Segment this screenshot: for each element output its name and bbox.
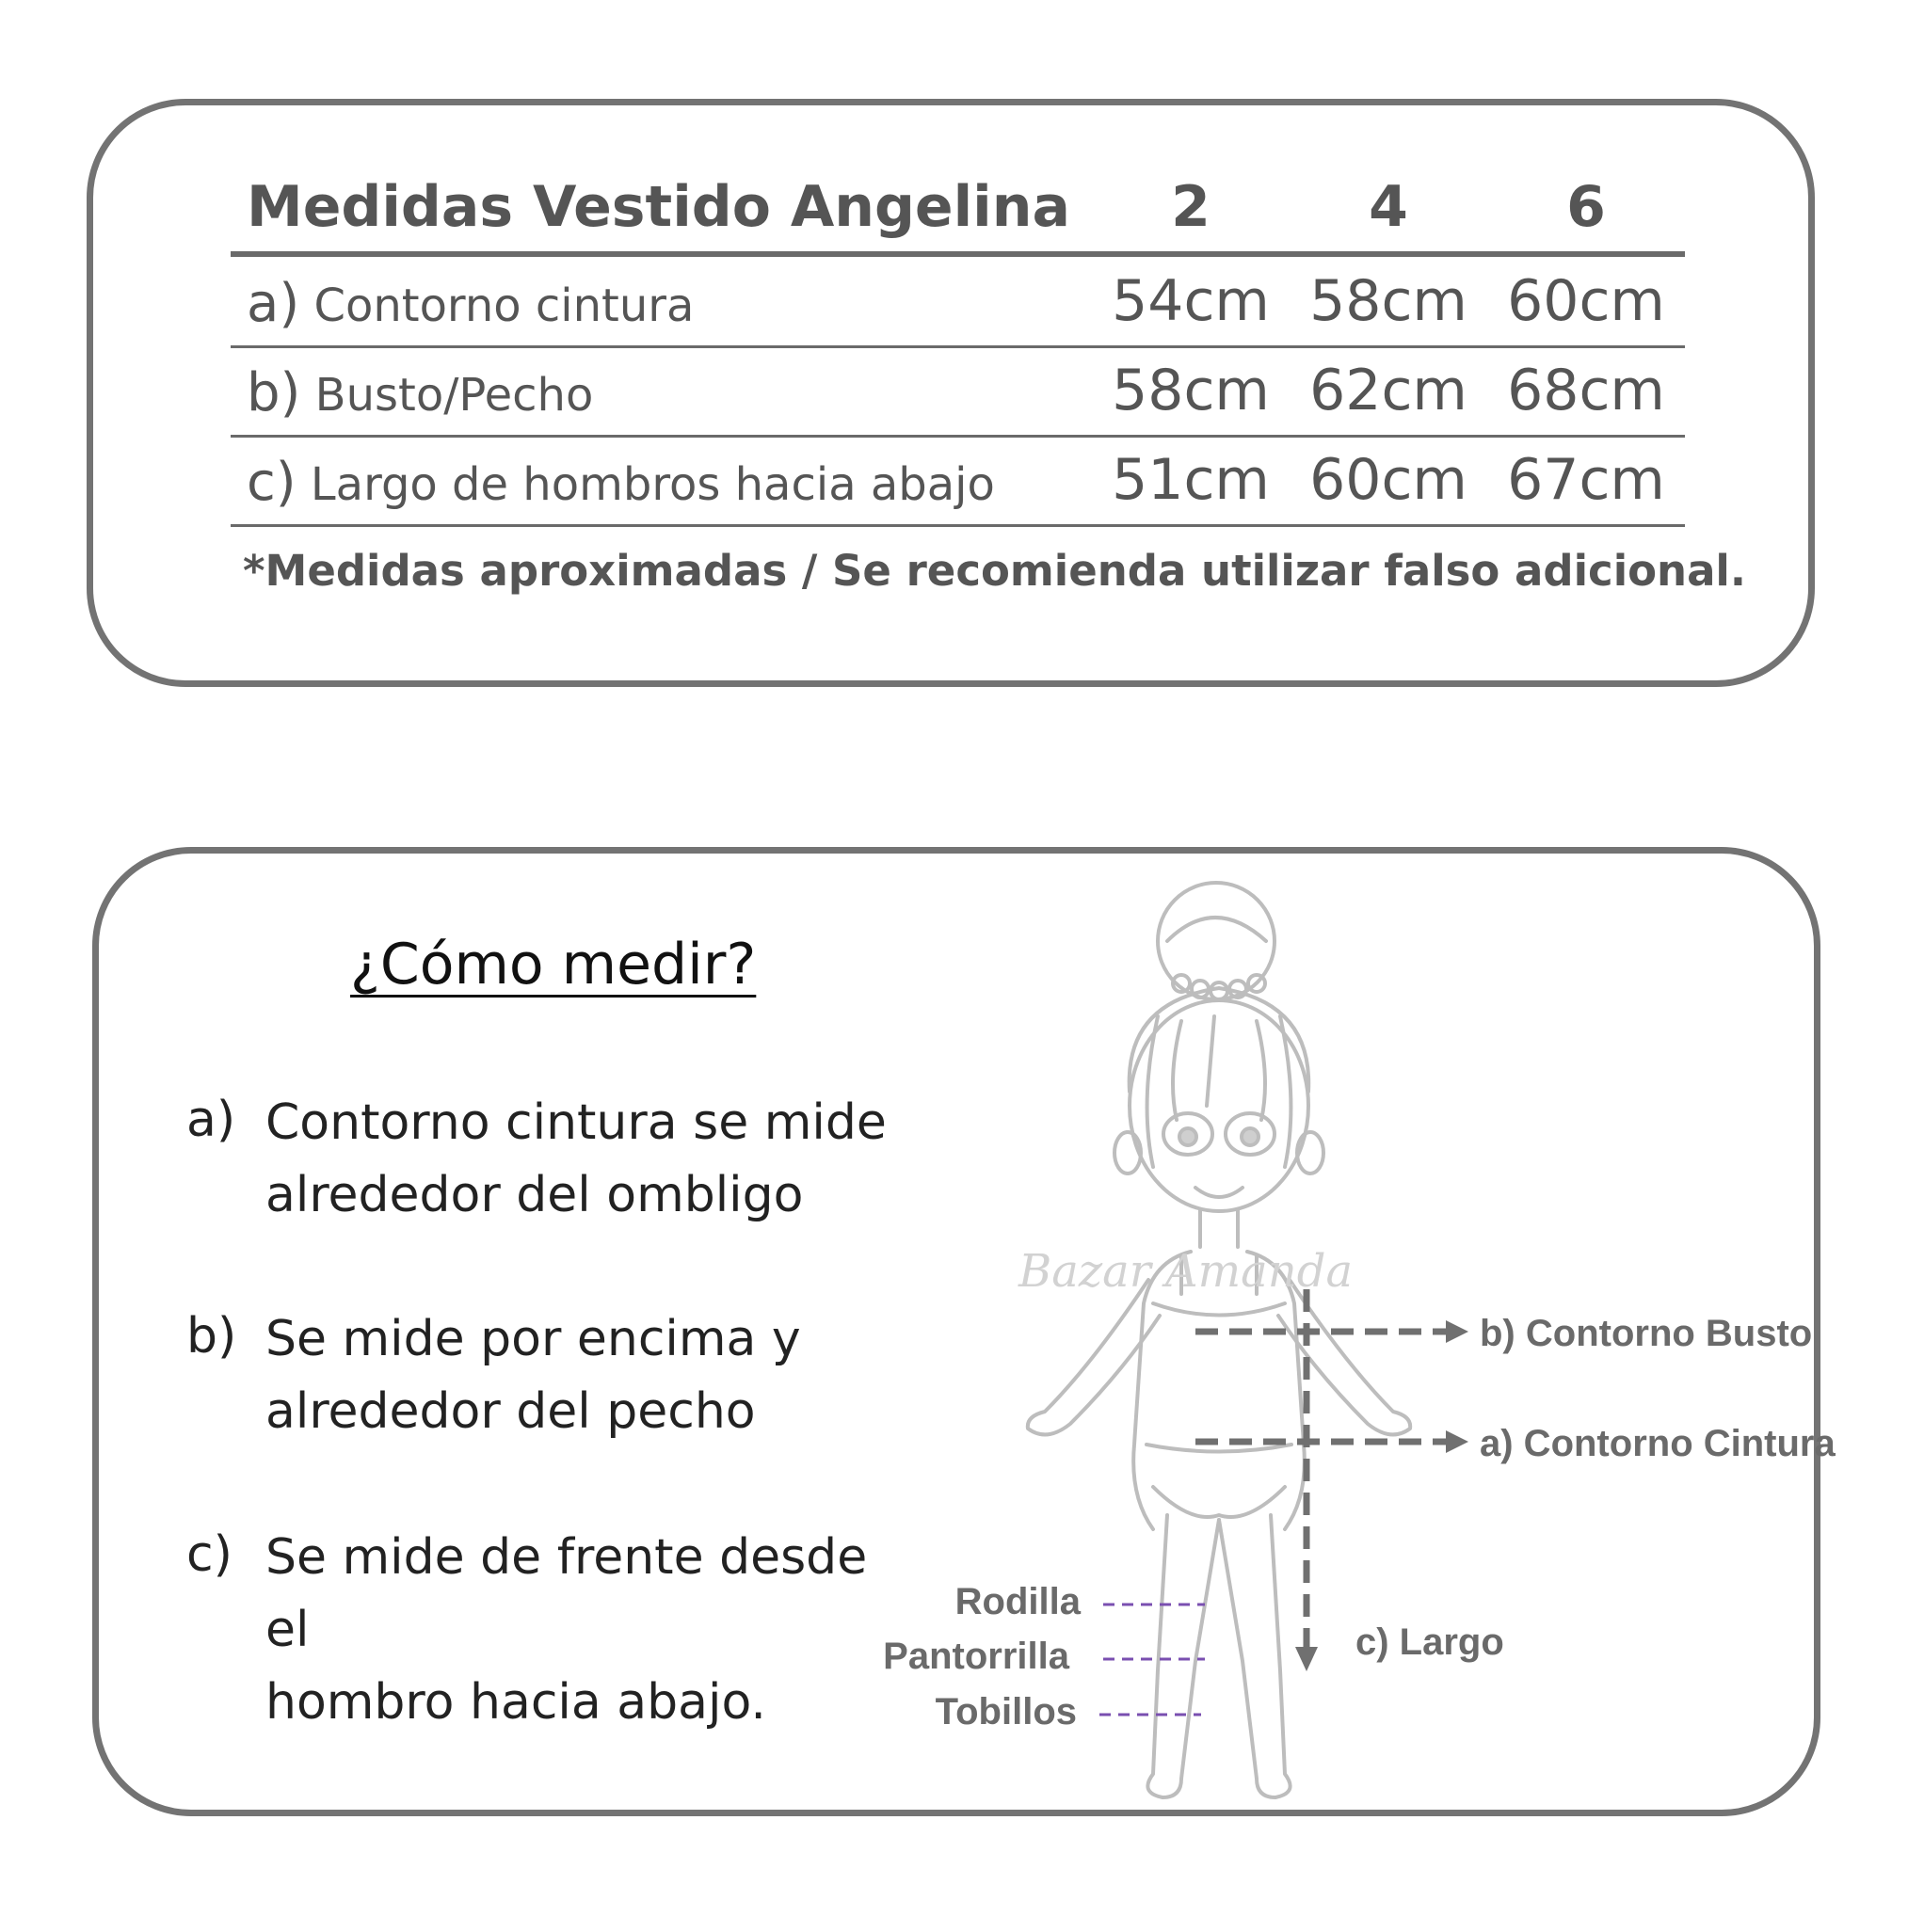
row-label-text: Busto/Pecho [314,369,594,422]
table-cell: 54cm [1112,268,1270,334]
instruction-line: alrededor del ombligo [265,1167,804,1223]
size-header-2: 2 [1171,174,1211,240]
girl-measurement-illustration [883,875,1836,1807]
measurement-guides [1195,1289,1450,1647]
table-cell: 58cm [1309,268,1467,334]
row-label-text: Contorno cintura [313,279,695,332]
table-cell: 51cm [1112,447,1270,513]
instruction-a [265,1087,924,1232]
leg-height-guides [1099,1605,1205,1715]
instruction-b [265,1303,924,1448]
table-row-label-c [247,452,995,513]
table-title: Medidas Vestido Angelina [247,174,1070,240]
watermark: Bazar Amanda [1018,1245,1354,1298]
label-tobillos: Tobillos [935,1691,1077,1732]
table-cell: 68cm [1507,358,1665,423]
instruction-line: Se mide por encima y [265,1311,801,1367]
arrow-down-icon [1295,1647,1318,1671]
instruction-letter-a: a) [186,1092,236,1148]
label-busto: b) Contorno Busto [1480,1313,1813,1354]
row-letter: a) [247,273,300,334]
table-cell: 67cm [1507,447,1665,513]
row-letter: c) [247,452,297,513]
table-footnote: *Medidas aproximadas / Se recomienda utilizar falso adicional. [243,546,1746,596]
instruction-line: alrededor del pecho [265,1383,756,1440]
instruction-c [265,1522,924,1739]
label-cintura: a) Contorno Cintura [1480,1423,1836,1464]
table-cell: 58cm [1112,358,1270,423]
instruction-letter-b: b) [186,1308,237,1365]
girl-outline [1028,883,1410,1797]
table-cell: 60cm [1507,268,1665,334]
size-header-6: 6 [1566,174,1606,240]
table-cell: 60cm [1309,447,1467,513]
arrow-right-icon [1446,1320,1468,1343]
instruction-line: Se mide de frente desde el [265,1529,868,1658]
row-divider [231,345,1685,348]
instruction-line: hombro hacia abajo. [265,1674,766,1731]
row-letter: b) [247,362,301,423]
label-pantorrilla: Pantorrilla [883,1636,1069,1677]
instruction-letter-c: c) [186,1526,232,1583]
label-rodilla: Rodilla [954,1581,1081,1622]
size-header-4: 4 [1369,174,1408,240]
header-divider [231,251,1685,257]
row-divider [231,435,1685,438]
label-largo: c) Largo [1355,1621,1504,1663]
table-cell: 62cm [1309,358,1467,423]
table-row-label-a [247,273,694,334]
row-label-text: Largo de hombros hacia abajo [310,458,995,511]
row-divider [231,524,1685,527]
table-row-label-b [247,362,593,423]
arrow-right-icon [1446,1430,1468,1453]
how-to-measure-title: ¿Cómo medir? [350,932,757,998]
instruction-line: Contorno cintura se mide [265,1094,887,1151]
